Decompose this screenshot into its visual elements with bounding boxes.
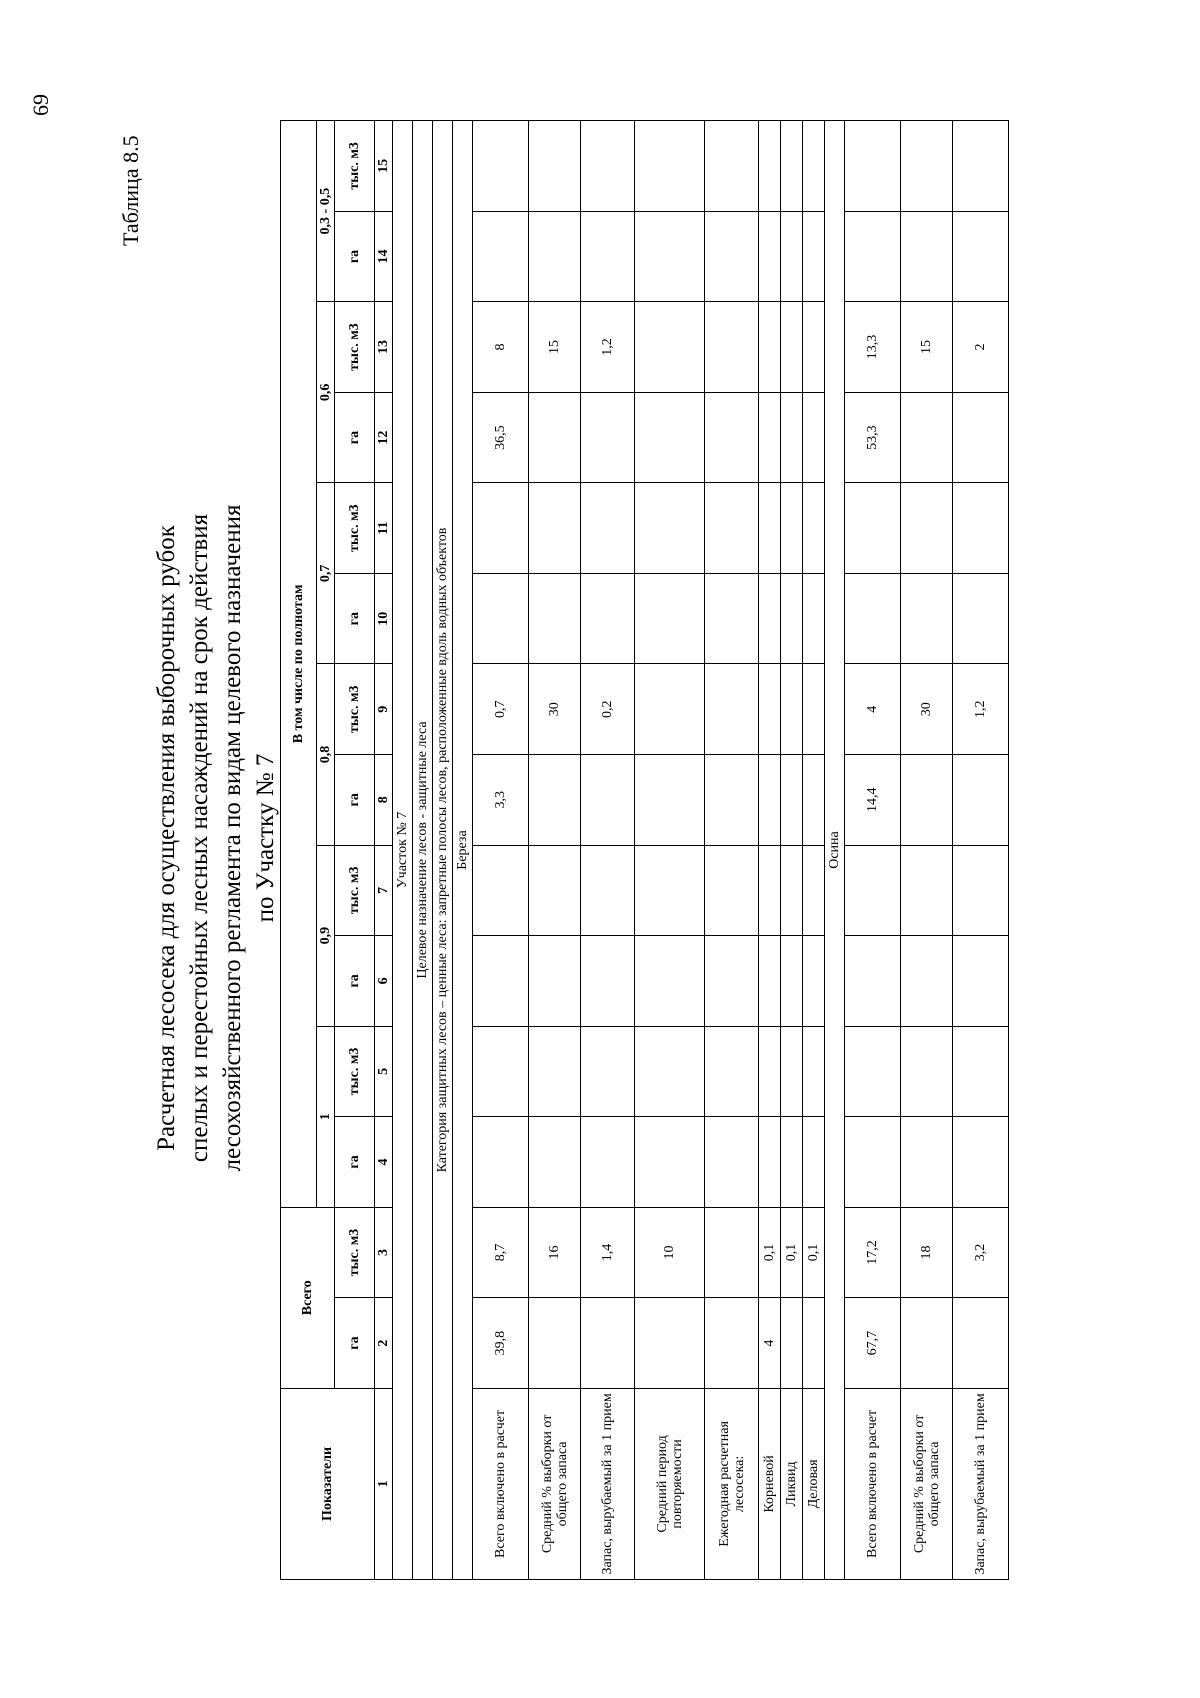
header-unit-m3: тыс. м3 [335,1207,375,1298]
table-cell [473,573,529,664]
table-cell [529,755,581,846]
table-cell [845,1117,901,1208]
table-cell [635,1117,705,1208]
table-cell [803,211,825,302]
table-cell [635,936,705,1027]
header-unit-ha: га [335,392,375,483]
row-label: Деловая [803,1388,825,1579]
table-cell: 53,3 [845,392,901,483]
table-cell [705,664,759,755]
col-number: 1 [375,1388,393,1579]
table-row [759,121,781,1580]
table-cell: 17,2 [845,1207,901,1298]
table-cell [705,1207,759,1298]
table-cell [581,1117,635,1208]
section-plot: Участок № 7 [393,121,413,1580]
table-cell [781,845,803,936]
table-cell [845,483,901,574]
table-cell [705,392,759,483]
table-cell [781,1026,803,1117]
table-cell: 30 [529,664,581,755]
header-total: Всего [281,1207,335,1388]
col-number: 10 [375,573,393,664]
species-header: Осина [825,121,845,1580]
table-cell [845,121,901,212]
table-cell [473,483,529,574]
table-cell [705,302,759,393]
table-cell [803,1117,825,1208]
table-cell [901,392,953,483]
table-cell [759,211,781,302]
table-cell [473,211,529,302]
table-cell [953,1298,1009,1389]
col-number: 7 [375,845,393,936]
table-cell [705,211,759,302]
table-cell [803,845,825,936]
table-cell: 16 [529,1207,581,1298]
table-cell [529,392,581,483]
header-indicators: Показатели [281,1388,375,1579]
table-cell [953,121,1009,212]
table-body [393,121,1009,1580]
table-cell [635,845,705,936]
header-unit-m3: тыс. м3 [335,1026,375,1117]
table-cell: 8 [473,302,529,393]
table-row [529,121,581,1580]
table-cell [581,1298,635,1389]
table-cell [705,1298,759,1389]
table-cell [705,121,759,212]
table-cell [473,1117,529,1208]
table-cell: 0,1 [759,1207,781,1298]
table-cell [473,121,529,212]
table-cell [705,845,759,936]
title-line: лесохозяйственного регламента по видам целевого назначения [219,504,246,1172]
table-cell [759,1117,781,1208]
table-cell [581,483,635,574]
table-cell [901,483,953,574]
table-cell [635,755,705,846]
table-cell [705,755,759,846]
header-unit-m3: тыс. м3 [335,664,375,755]
table-cell [759,936,781,1027]
table-cell [529,573,581,664]
col-number: 12 [375,392,393,483]
table-cell: 4 [759,1298,781,1389]
table-cell [759,392,781,483]
table-cell [901,936,953,1027]
table-cell [529,1026,581,1117]
table-cell [635,664,705,755]
row-label: Запас, вырубаемый за 1 прием [581,1388,635,1579]
table-cell [845,1026,901,1117]
table-cell [845,936,901,1027]
table-cell [803,936,825,1027]
table-cell: 1,2 [953,664,1009,755]
table-cell [953,483,1009,574]
table-cell [901,573,953,664]
col-number: 15 [375,121,393,212]
table-cell: 1,2 [581,302,635,393]
table-cell [953,755,1009,846]
table-cell [759,1026,781,1117]
table-cell [759,845,781,936]
table-cell [635,211,705,302]
table-cell [781,573,803,664]
table-cell [581,392,635,483]
row-label: Запас, вырубаемый за 1 прием [953,1388,1009,1579]
table-cell [803,302,825,393]
table-cell [759,573,781,664]
row-label: Корневой [759,1388,781,1579]
table-cell [901,1298,953,1389]
table-cell [845,211,901,302]
table-cell: 0,1 [781,1207,803,1298]
table-cell [529,1117,581,1208]
table-cell: 0,2 [581,664,635,755]
table-cell [803,1026,825,1117]
header-unit-m3: тыс. м3 [335,302,375,393]
table-cell [635,483,705,574]
table-cell [529,845,581,936]
table-cell [781,755,803,846]
table-cell [581,121,635,212]
table-cell [581,573,635,664]
table-cell [529,121,581,212]
table-cell [529,483,581,574]
table-cell: 39,8 [473,1298,529,1389]
table-cell [803,1298,825,1389]
table-cell: 0,7 [473,664,529,755]
table-row [473,121,529,1580]
table-cell: 18 [901,1207,953,1298]
table-cell: 0,1 [803,1207,825,1298]
table-cell [473,1026,529,1117]
table-cell [953,1026,1009,1117]
table-row [953,121,1009,1580]
section-category: Категория защитных лесов – ценные леса: запретные полосы лесов, расположенные вдоль водных объектов [433,121,453,1580]
table-cell [529,1298,581,1389]
table-cell [845,573,901,664]
table-cell [781,392,803,483]
table-cell [635,1298,705,1389]
table-cell: 15 [529,302,581,393]
header-unit-ha: га [335,211,375,302]
table-cell [759,664,781,755]
species-header: Береза [453,121,473,1580]
table-cell [635,392,705,483]
header-unit-m3: тыс. м3 [335,121,375,212]
col-number: 14 [375,211,393,302]
table-cell [803,664,825,755]
header-density: 1 [317,1026,335,1207]
table-cell [781,211,803,302]
header-unit-ha: га [335,1298,375,1389]
col-number: 8 [375,755,393,846]
table-cell: 15 [901,302,953,393]
header-unit-m3: тыс. м3 [335,483,375,574]
col-number: 2 [375,1298,393,1389]
cutting-area-table [280,120,1009,1580]
table-cell: 30 [901,664,953,755]
table-title [150,338,282,1338]
table-cell [953,573,1009,664]
table-row [803,121,825,1580]
table-cell [581,845,635,936]
table-cell [901,845,953,936]
table-cell [581,1026,635,1117]
table-cell [781,664,803,755]
table-cell [845,845,901,936]
title-line: спелых и перестойных лесных насаждений на срок действия [186,513,213,1163]
table-cell: 14,4 [845,755,901,846]
table-cell [529,936,581,1027]
table-cell: 36,5 [473,392,529,483]
table-cell [781,936,803,1027]
header-unit-ha: га [335,755,375,846]
header-density: 0,8 [317,664,335,845]
header-density: 0,9 [317,845,335,1026]
row-label: Средний период повторяемости [635,1388,705,1579]
col-number: 9 [375,664,393,755]
table-cell [759,121,781,212]
table-cell [953,845,1009,936]
col-number: 11 [375,483,393,574]
col-number: 6 [375,936,393,1027]
table-cell [635,1026,705,1117]
table-cell [705,936,759,1027]
table-cell [803,121,825,212]
header-unit-ha: га [335,573,375,664]
table-cell [901,1026,953,1117]
table-cell: 3,3 [473,755,529,846]
table-row [705,121,759,1580]
row-label: Средний % выборки от общего запаса [529,1388,581,1579]
col-number: 3 [375,1207,393,1298]
table-cell [635,573,705,664]
table-cell [803,483,825,574]
table-row [845,121,901,1580]
table-cell: 13,3 [845,302,901,393]
table-cell: 4 [845,664,901,755]
table-cell [473,936,529,1027]
table-cell [705,483,759,574]
header-density: 0,6 [317,302,335,483]
table-cell [803,573,825,664]
table-cell [781,1298,803,1389]
header-including: В том числе по полнотам [281,121,317,1208]
header-unit-ha: га [335,1117,375,1208]
table-cell [705,1026,759,1117]
col-number: 4 [375,1117,393,1208]
row-label: Всего включено в расчет [473,1388,529,1579]
header-unit-ha: га [335,936,375,1027]
header-unit-m3: тыс. м3 [335,845,375,936]
table-cell [803,392,825,483]
header-density: 0,3 - 0,5 [317,121,335,302]
table-cell [901,211,953,302]
table-cell [635,302,705,393]
table-cell [759,483,781,574]
row-label: Ликвид [781,1388,803,1579]
table-cell [759,302,781,393]
table-cell [953,1117,1009,1208]
table-cell [581,211,635,302]
table-row [635,121,705,1580]
table-row [781,121,803,1580]
table-cell [901,755,953,846]
table-cell [803,755,825,846]
col-number: 13 [375,302,393,393]
table-cell [705,573,759,664]
table-cell: 10 [635,1207,705,1298]
table-cell [901,121,953,212]
table-cell: 3,2 [953,1207,1009,1298]
table-row [901,121,953,1580]
table-cell: 2 [953,302,1009,393]
table-cell [581,936,635,1027]
title-line: Расчетная лесосека для осуществления выборочных рубок [153,525,180,1151]
table-cell [901,1117,953,1208]
table-cell [953,936,1009,1027]
table-number: Таблица 8.5 [118,135,143,246]
table-cell [759,755,781,846]
table-cell [781,1117,803,1208]
row-label: Ежегодная расчетная лесосека: [705,1388,759,1579]
row-label: Всего включено в расчет [845,1388,901,1579]
table-row [581,121,635,1580]
table-cell: 1,4 [581,1207,635,1298]
page-number: 69 [28,94,53,116]
table-cell [781,121,803,212]
header-density: 0,7 [317,483,335,664]
col-number: 5 [375,1026,393,1117]
table-cell [781,483,803,574]
table-cell: 67,7 [845,1298,901,1389]
table-cell [473,845,529,936]
row-label: Средний % выборки от общего запаса [901,1388,953,1579]
table-cell [529,211,581,302]
table-cell [781,302,803,393]
table-cell: 8,7 [473,1207,529,1298]
table-cell [953,211,1009,302]
title-line: по Участку № 7 [252,753,279,923]
table-cell [953,392,1009,483]
table-cell [635,121,705,212]
table-cell [581,755,635,846]
section-purpose: Целевое назначение лесов - защитные леса [413,121,433,1580]
table-cell [705,1117,759,1208]
